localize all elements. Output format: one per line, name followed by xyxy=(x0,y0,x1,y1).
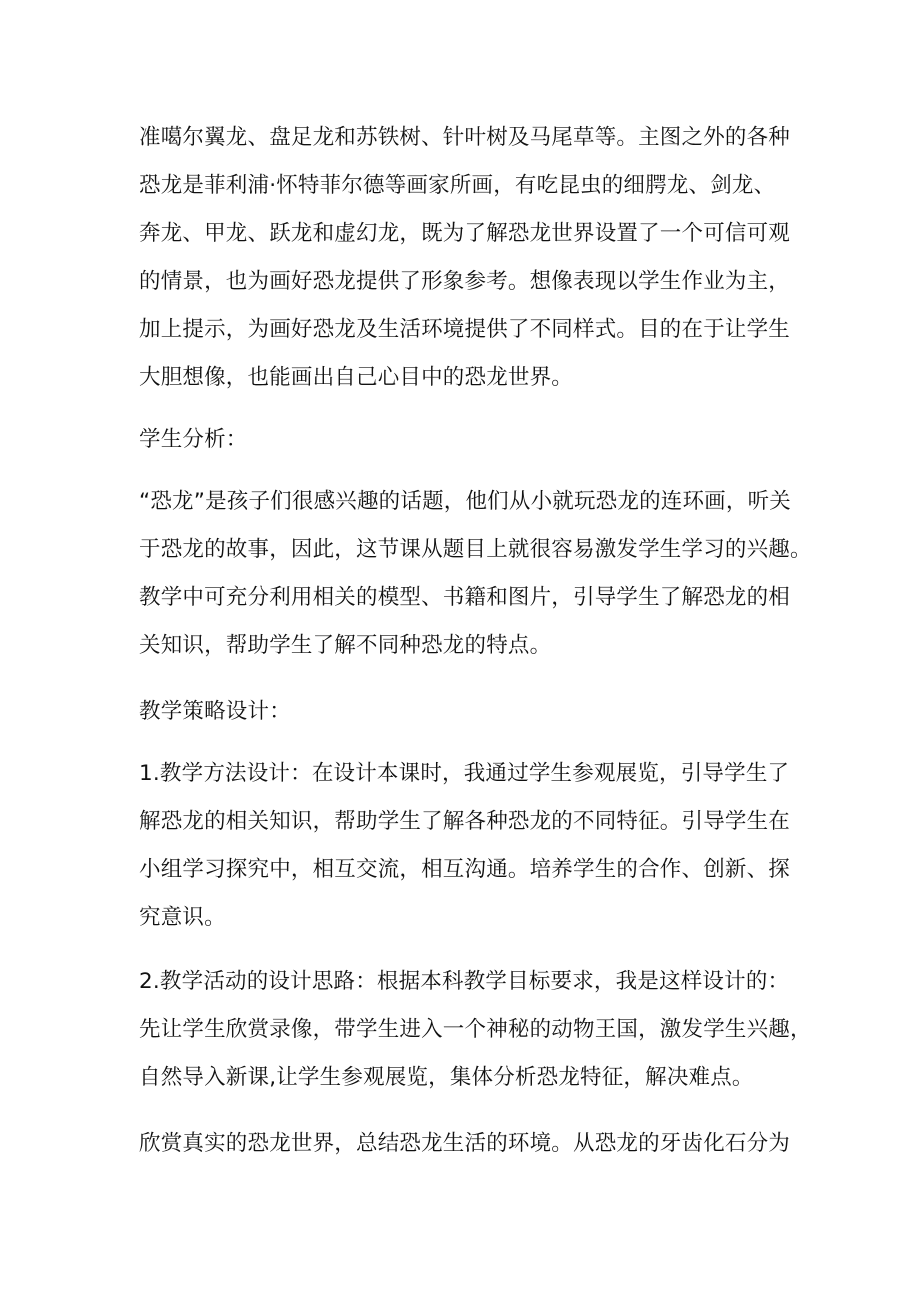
text-line: 1.教学方法设计：在设计本课时，我通过学生参观展览，引导学生了 xyxy=(139,761,790,786)
text-line: 究意识。 xyxy=(139,905,226,930)
text-line: “恐龙”是孩子们很感兴趣的话题，他们从小就玩恐龙的连环画，听关 xyxy=(139,489,791,514)
text-line: 先让学生欣赏录像，带学生进入一个神秘的动物王国，激发学生兴趣， xyxy=(139,1017,812,1042)
text-line: 欣赏真实的恐龙世界，总结恐龙生活的环境。从恐龙的牙齿化石分为 xyxy=(139,1131,791,1156)
text-line: 准噶尔翼龙、盘足龙和苏铁树、针叶树及马尾草等。主图之外的各种 xyxy=(139,125,791,150)
text-line: 加上提示，为画好恐龙及生活环境提供了不同样式。目的在于让学生 xyxy=(139,317,791,342)
text-line: 自然导入新课,让学生参观展览，集体分析恐龙特征，解决难点。 xyxy=(139,1065,754,1090)
text-line: 小组学习探究中，相互交流，相互沟通。培养学生的合作、创新、探 xyxy=(139,857,791,882)
text-line: 恐龙是菲利浦·怀特菲尔德等画家所画，有吃昆虫的细腭龙、剑龙、 xyxy=(139,173,776,198)
text-line: 奔龙、甲龙、跃龙和虚幻龙，既为了解恐龙世界设置了一个可信可观 xyxy=(139,221,791,246)
text-line: 关知识，帮助学生了解不同种恐龙的特点。 xyxy=(139,633,552,658)
text-line: 的情景，也为画好恐龙提供了形象参考。想像表现以学生作业为主， xyxy=(139,269,791,294)
text-line: 解恐龙的相关知识，帮助学生了解各种恐龙的不同特征。引导学生在 xyxy=(139,809,791,834)
section-heading: 教学策略设计： xyxy=(139,699,291,724)
text-line: 大胆想像，也能画出自己心目中的恐龙世界。 xyxy=(139,365,574,390)
section-heading: 学生分析： xyxy=(139,427,248,452)
text-line: 于恐龙的故事，因此，这节课从题目上就很容易激发学生学习的兴趣。 xyxy=(139,537,812,562)
text-line: 教学中可充分利用相关的模型、书籍和图片，引导学生了解恐龙的相 xyxy=(139,585,791,610)
text-line: 2.教学活动的设计思路：根据本科教学目标要求，我是这样设计的： xyxy=(139,969,790,994)
